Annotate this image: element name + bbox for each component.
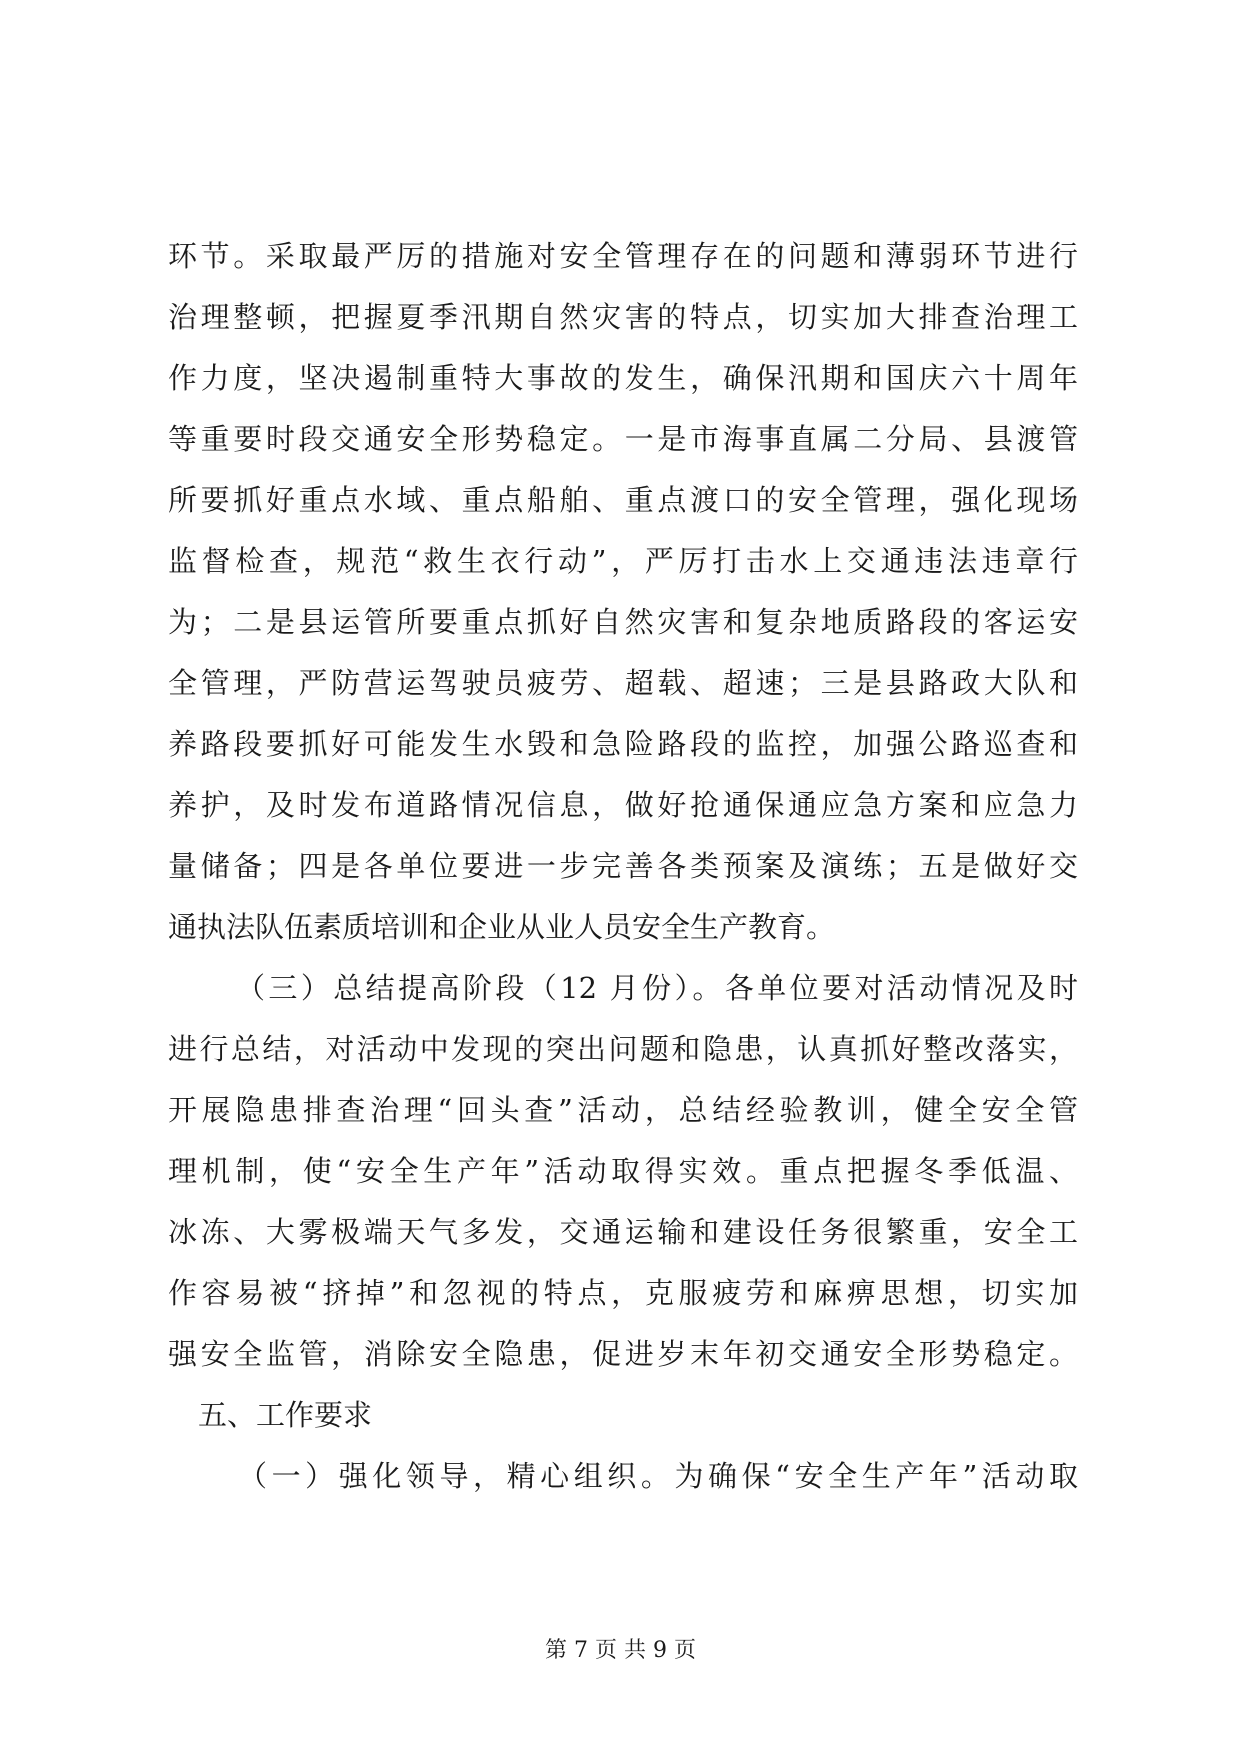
text-line-6: 监督检查，规范“救生衣行动”，严厉打击水上交通违法违章行: [168, 544, 1078, 578]
text-line-17: 冰冻、大雾极端天气多发，交通运输和建设任务很繁重，安全工: [168, 1215, 1078, 1249]
text-line-2: 治理整顿，把握夏季汛期自然灾害的特点，切实加大排查治理工: [168, 300, 1078, 334]
text-line-9: 养路段要抓好可能发生水毁和急险路段的监控，加强公路巡查和: [168, 727, 1078, 761]
text-line-5: 所要抓好重点水域、重点船舶、重点渡口的安全管理，强化现场: [168, 483, 1078, 517]
text-line-10: 养护，及时发布道路情况信息，做好抢通保通应急方案和应急力: [168, 788, 1078, 822]
section-heading: 五、工作要求: [198, 1398, 373, 1432]
text-line-13: （三）总结提高阶段（12 月份）。各单位要对活动情况及时: [236, 971, 1078, 1005]
page-footer: 第 7 页 共 9 页: [545, 1638, 696, 1663]
text-line-12: 通执法队伍素质培训和企业从业人员安全生产教育。: [168, 910, 836, 944]
text-line-11: 量储备；四是各单位要进一步完善各类预案及演练；五是做好交: [168, 849, 1078, 883]
body-text: [168, 226, 1078, 1507]
text-line-14: 进行总结，对活动中发现的突出问题和隐患，认真抓好整改落实，: [168, 1032, 1078, 1066]
text-line-4: 等重要时段交通安全形势稳定。一是市海事直属二分局、县渡管: [168, 422, 1078, 456]
text-line-3: 作力度，坚决遏制重特大事故的发生，确保汛期和国庆六十周年: [168, 361, 1078, 395]
text-line-15: 开展隐患排查治理“回头查”活动，总结经验教训，健全安全管: [168, 1093, 1078, 1127]
text-line-16: 理机制，使“安全生产年”活动取得实效。重点把握冬季低温、: [168, 1154, 1078, 1188]
text-line-19: 强安全监管，消除安全隐患，促进岁末年初交通安全形势稳定。: [168, 1337, 1078, 1371]
text-line-18: 作容易被“挤掉”和忽视的特点，克服疲劳和麻痹思想，切实加: [168, 1276, 1078, 1310]
text-line-21: （一）强化领导，精心组织。为确保“安全生产年”活动取: [238, 1459, 1078, 1493]
text-line-1: 环节。采取最严厉的措施对安全管理存在的问题和薄弱环节进行: [168, 239, 1078, 273]
text-line-7: 为；二是县运管所要重点抓好自然灾害和复杂地质路段的客运安: [168, 605, 1078, 639]
text-line-8: 全管理，严防营运驾驶员疲劳、超载、超速；三是县路政大队和: [168, 666, 1078, 700]
